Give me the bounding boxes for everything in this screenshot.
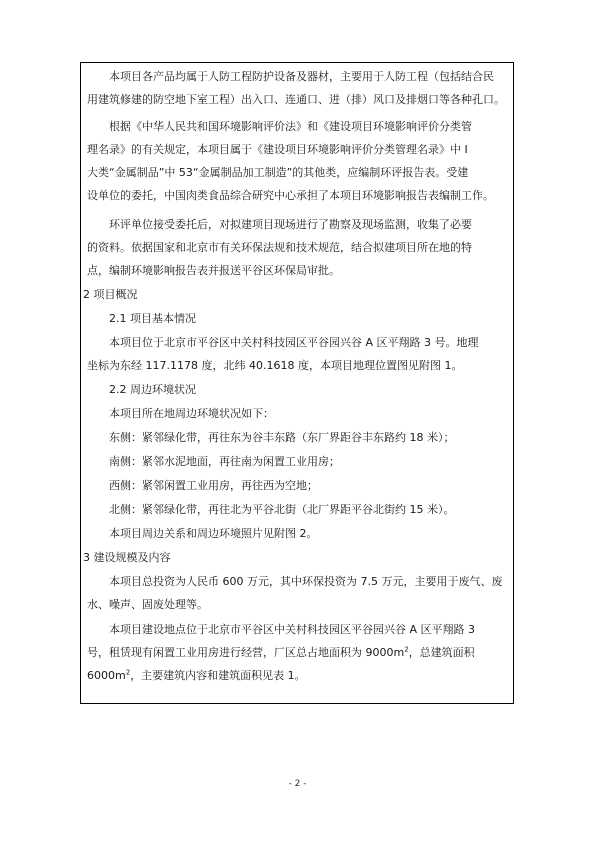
surroundings-west: 西侧：紧邻闲置工业用房，再往西为空地； bbox=[109, 479, 318, 492]
paragraph-surroundings: 本项目所在地周边环境状况如下： bbox=[109, 407, 274, 420]
paragraph-investment-line-2: 水、噪声、固废处理等。 bbox=[87, 598, 208, 611]
paragraph-investment-line-1: 本项目总投资为人民币 600 万元，其中环保投资为 7.5 万元，主要用于废气、废 bbox=[109, 575, 503, 588]
section-heading-2: 2 项目概况 bbox=[83, 288, 138, 301]
paragraph-site-line-2 bbox=[87, 641, 509, 664]
section-heading-2-2: 2.2 周边环境状况 bbox=[109, 383, 196, 396]
paragraph-basis-line-1: 根据《中华人民共和国环境影响评价法》和《建设项目环境影响评价分类管 bbox=[109, 120, 472, 133]
paragraph-intro-line-2: 用建筑修建的防空地下室工程）出入口、连通口、进（排）风口及排烟口等各种孔口。 bbox=[87, 93, 505, 106]
superscript-2: 2 bbox=[404, 645, 409, 654]
paragraph-location-line-1: 本项目位于北京市平谷区中关村科技园区平谷园兴谷 A 区平翔路 3 号。地理 bbox=[109, 336, 479, 349]
paragraph-process-line-1: 环评单位接受委托后，对拟建项目现场进行了勘察及现场监测，收集了必要 bbox=[109, 218, 472, 231]
section-heading-2-1: 2.1 项目基本情况 bbox=[109, 312, 196, 325]
paragraph-basis-line-2: 理名录》的有关规定，本项目属于《建设项目环境影响评价分类管理名录》中 I bbox=[87, 143, 468, 156]
paragraph-process-line-3: 点，编制环境影响报告表并报送平谷区环保局审批。 bbox=[87, 264, 340, 277]
paragraph-intro-line-1: 本项目各产品均属于人防工程防护设备及器材，主要用于人防工程（包括结合民 bbox=[109, 70, 494, 83]
site-area-text-cont: ，总建筑面积 bbox=[408, 646, 475, 659]
surroundings-south: 南侧：紧邻水泥地面，再往南为闲置工业用房； bbox=[109, 455, 340, 468]
paragraph-basis-line-4: 设单位的委托，中国肉类食品综合研究中心承担了本项目环境影响报告表编制工作。 bbox=[87, 189, 494, 202]
paragraph-photo-ref: 本项目周边关系和周边环境照片见附图 2。 bbox=[109, 527, 318, 540]
building-area-text: 6000m bbox=[87, 669, 126, 682]
superscript-2: 2 bbox=[125, 668, 131, 677]
paragraph-process-line-2: 的资料。依据国家和北京市有关环保法规和技术规范，结合拟建项目所在地的特 bbox=[87, 241, 472, 254]
site-area-text: 号，租赁现有闲置工业用房进行经营，厂区总占地面积为 9000m bbox=[87, 646, 405, 659]
paragraph-site-line-3 bbox=[87, 664, 509, 687]
section-heading-3: 3 建设规模及内容 bbox=[83, 551, 171, 564]
surroundings-east: 东侧：紧邻绿化带，再往东为谷丰东路（东厂界距谷丰东路约 18 米）； bbox=[109, 431, 455, 444]
building-area-text-cont: ，主要建筑内容和建筑面积见表 1。 bbox=[130, 669, 306, 682]
paragraph-location-line-2: 坐标为东经 117.1178 度，北纬 40.1618 度，本项目地理位置图见附图 1。 bbox=[87, 359, 463, 372]
paragraph-site-line-1: 本项目建设地点位于北京市平谷区中关村科技园区平谷园兴谷 A 区平翔路 3 bbox=[109, 623, 476, 636]
surroundings-north: 北侧：紧邻绿化带，再往北为平谷北街（北厂界距平谷北街约 15 米）。 bbox=[109, 503, 455, 516]
paragraph-basis-line-3: 大类“金属制品”中 53“金属制品加工制造”的其他类，应编制环评报告表。受建 bbox=[87, 166, 469, 179]
page-number: - 2 - bbox=[288, 779, 307, 789]
